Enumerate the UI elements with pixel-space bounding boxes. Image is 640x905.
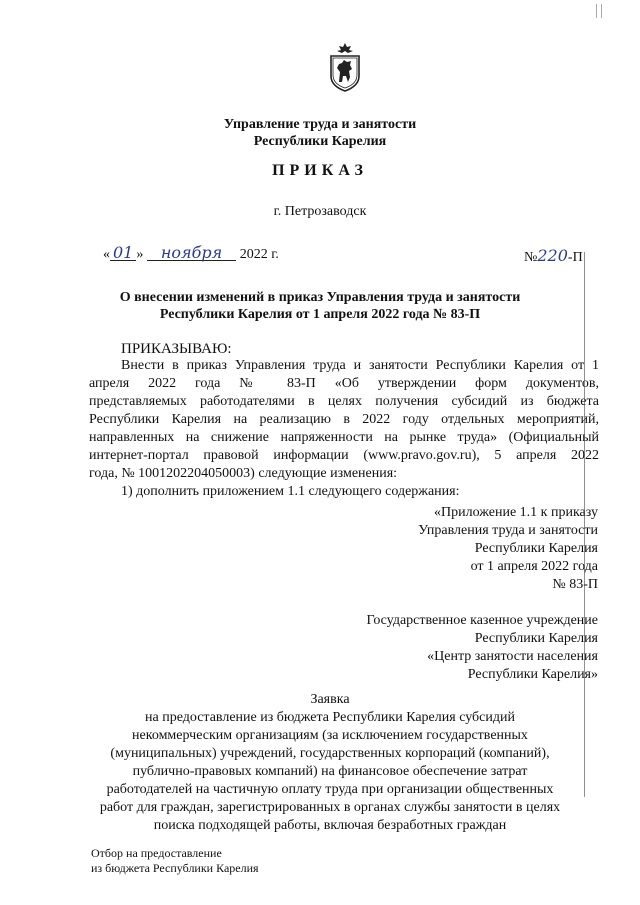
paragraph-line: представляемых работодателями в целях получения субсидий из бюджета [89, 394, 599, 409]
document-type-title: ПРИКАЗ [272, 162, 368, 179]
change-item-1: 1) дополнить приложением 1.1 следующего содержания: [121, 484, 460, 499]
order-date [103, 243, 279, 263]
paragraph-line: Республики Карелия на реализацию в 2022 году отдельных мероприятий, [89, 412, 599, 427]
application-line: (муниципальных) учреждений, государственных корпораций (компаний), [110, 746, 550, 761]
handwritten-day: 01 [110, 246, 136, 261]
annex-heading-line: Управления труда и занятости [418, 523, 598, 538]
subject-line1: О внесении изменений в приказ Управления труда и занятости [119, 290, 521, 305]
date-year: 2022 г. [239, 247, 279, 262]
application-line: на предоставление из бюджета Республики Карелия субсидий [145, 710, 515, 725]
paragraph-line: апреля 2022 года № 83-П «Об утверждении форм документов, [89, 376, 599, 391]
order-number [524, 246, 583, 266]
annex-heading-line: от 1 апреля 2022 года [470, 559, 598, 574]
organization-name-line1: Управление труда и занятости [223, 117, 417, 132]
selection-note-line1: Отбор на предоставление [91, 846, 222, 860]
date-open-quote: « [103, 247, 110, 262]
application-line: работ для граждан, зарегистрированных в органах службы занятости в целях [99, 800, 561, 815]
addressee-line: «Центр занятости населения [427, 649, 598, 664]
number-sign: № [524, 250, 538, 265]
annex-heading-line: Республики Карелия [474, 541, 598, 556]
paragraph-line: направленных на снижение напряженности на рынке труда» (Официальный [89, 430, 599, 445]
application-line: работодателей на частичную оплату труда при организации общественных [106, 782, 554, 797]
addressee-line: Республики Карелия» [467, 667, 598, 682]
handwritten-number: 220 [537, 246, 568, 265]
order-word: ПРИКАЗЫВАЮ: [121, 341, 232, 357]
paragraph-line: интернет-портал правовой информации (www.pravo.gov.ru), 5 апреля 2022 [89, 448, 599, 463]
annex-heading-line: № 83-П [552, 577, 598, 592]
paragraph-line: Внести в приказ Управления труда и занятости Республики Карелия от 1 [121, 358, 599, 373]
application-line: поиска подходящей работы, включая безработных граждан [153, 818, 507, 833]
date-close-quote: » [136, 247, 144, 262]
subject-line2: Республики Карелия от 1 апреля 2022 года № 83-П [159, 307, 481, 322]
paragraph-line: года, № 1001202204050003) следующие изменения: [89, 466, 398, 481]
city-line: г. Петрозаводск [273, 204, 367, 219]
application-line: некоммерческим организациям (за исключением государственных [132, 728, 528, 743]
application-line: публично-правовых компаний) на финансовое обеспечение затрат [132, 764, 528, 779]
application-title: Заявка [310, 692, 350, 707]
organization-name-line2: Республики Карелия [253, 134, 387, 149]
annex-heading-line: «Приложение 1.1 к приказу [434, 505, 598, 520]
scan-fold-line [584, 252, 585, 797]
addressee-line: Республики Карелия [474, 631, 598, 646]
addressee-line: Государственное казенное учреждение [366, 613, 598, 628]
selection-note-line2: из бюджета Республики Карелия [91, 861, 259, 875]
scan-artifact-mark [596, 4, 602, 18]
coat-of-arms-icon [328, 42, 362, 92]
number-suffix: -П [567, 250, 583, 265]
handwritten-month: ноября [147, 246, 236, 261]
